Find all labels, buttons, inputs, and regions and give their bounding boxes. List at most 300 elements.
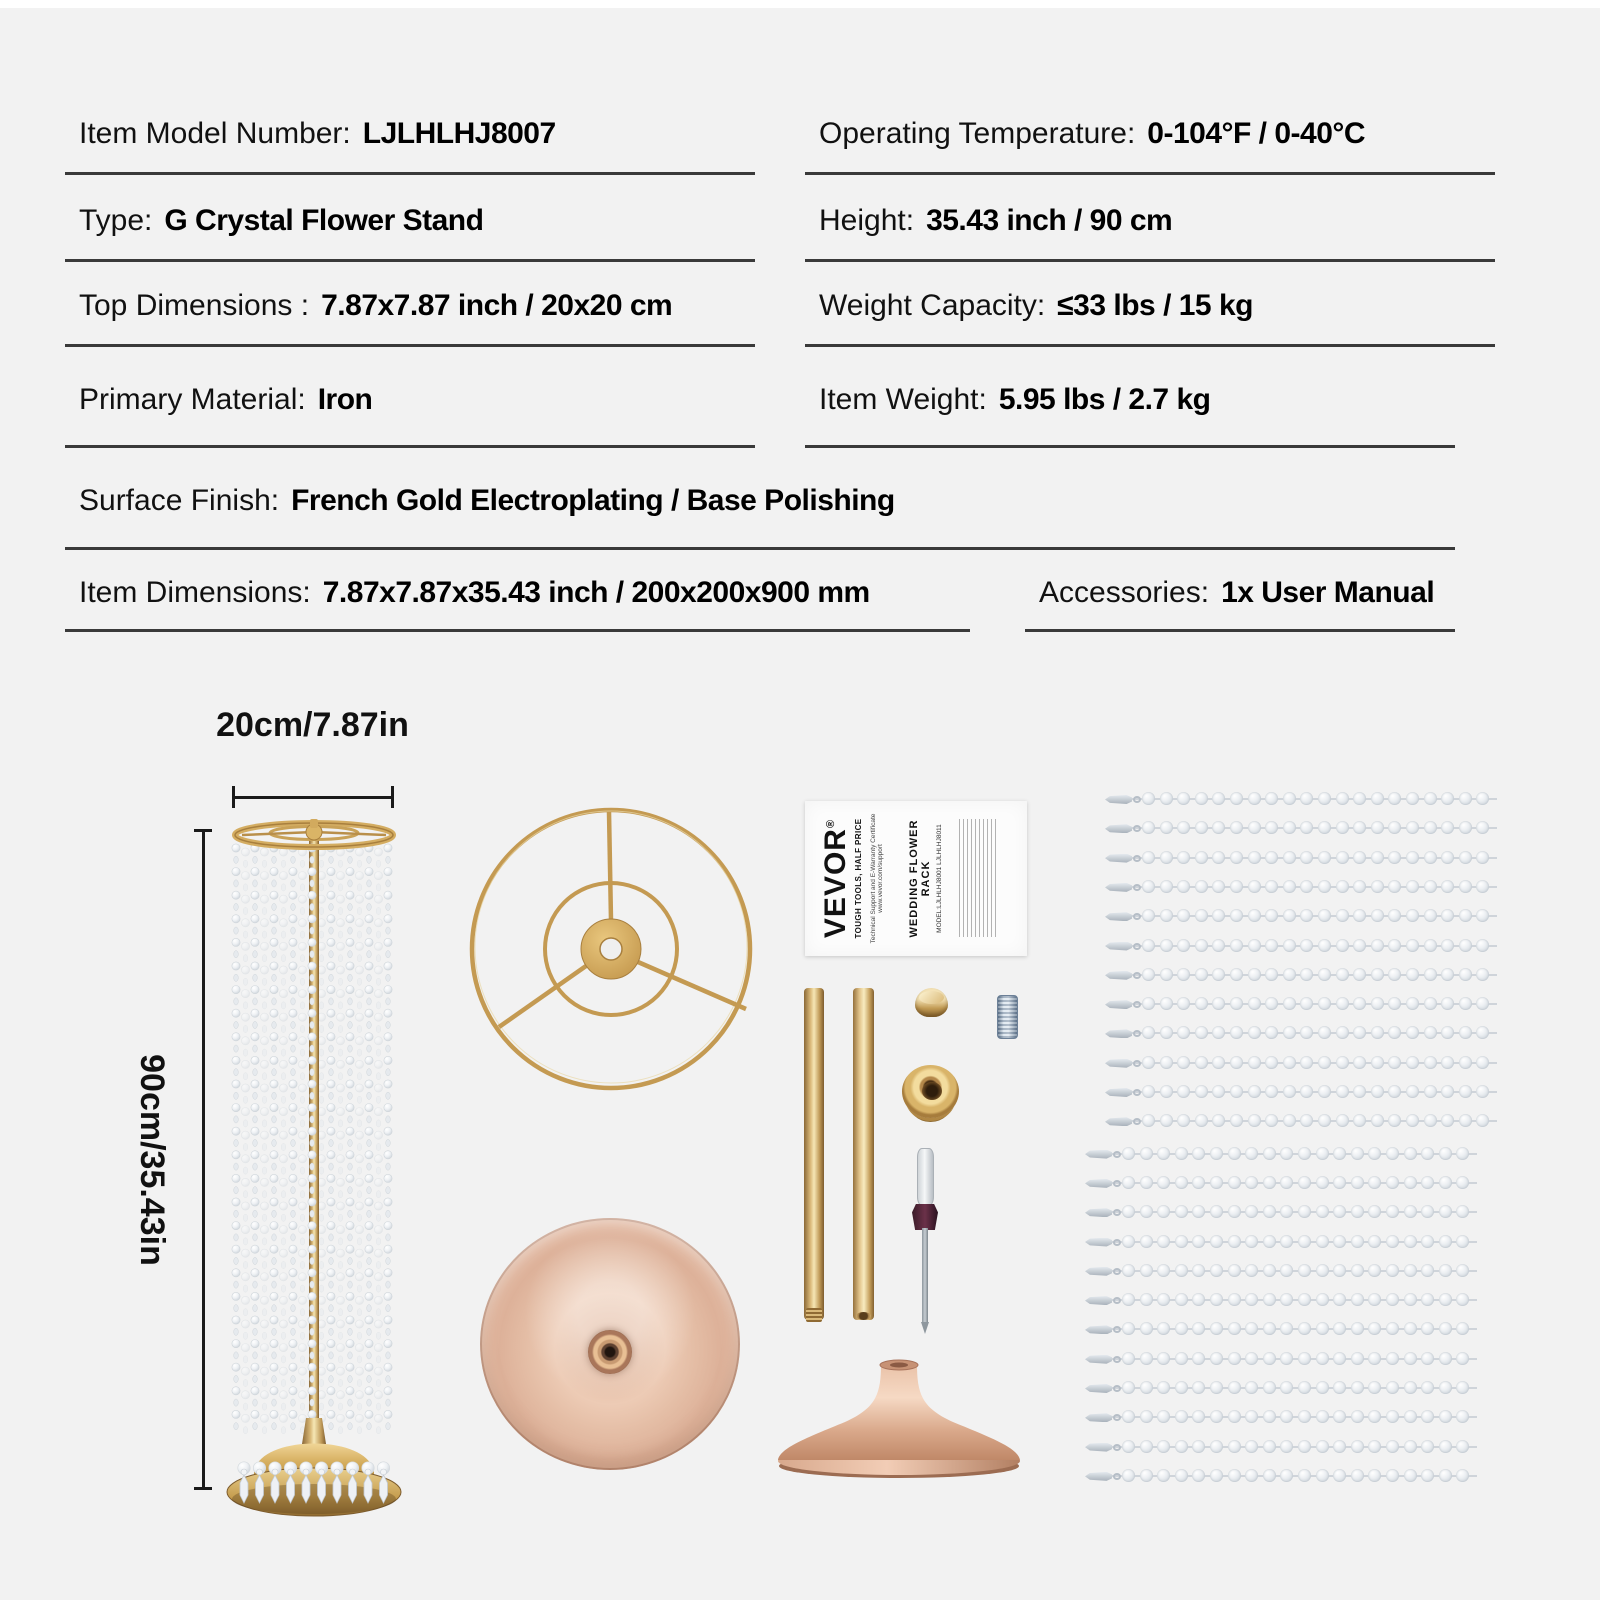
crystal-bead <box>1300 939 1313 952</box>
strand-pendant <box>1085 1443 1112 1452</box>
spec-row-accessories <box>1025 557 1455 632</box>
crystal-bead-strand <box>1085 1351 1489 1367</box>
crystal-bead <box>1371 821 1384 834</box>
crystal-bead <box>1404 1235 1417 1248</box>
width-dimension-tick-left <box>232 786 235 808</box>
crystal-bead <box>1386 1381 1399 1394</box>
spec-label: Height: <box>819 203 915 237</box>
crystal-bead <box>1351 1235 1364 1248</box>
crystal-bead <box>1283 792 1296 805</box>
crystal-bead <box>1195 939 1208 952</box>
crystal-bead <box>1195 792 1208 805</box>
crystal-bead <box>1439 1352 1452 1365</box>
crystal-bead <box>1175 1205 1188 1218</box>
crystal-bead <box>1298 1322 1311 1335</box>
crystal-bead <box>1368 1410 1381 1423</box>
crystal-bead <box>1421 1147 1434 1160</box>
crystal-bead <box>1265 821 1278 834</box>
crystal-bead <box>1353 997 1366 1010</box>
crystal-bead <box>1353 909 1366 922</box>
strand-link <box>1133 1060 1141 1067</box>
crystal-bead <box>1300 968 1313 981</box>
crystal-bead <box>1228 1205 1241 1218</box>
crystal-bead <box>1386 1322 1399 1335</box>
crystal-bead <box>1336 939 1349 952</box>
strand-link <box>1133 943 1141 950</box>
strand-pendant <box>1105 883 1132 892</box>
crystal-bead <box>1333 1205 1346 1218</box>
crystal-bead <box>1265 1085 1278 1098</box>
strand-beads <box>1122 1205 1469 1218</box>
crystal-bead <box>1336 1114 1349 1127</box>
crystal-bead <box>1298 1293 1311 1306</box>
crystal-bead <box>1441 851 1454 864</box>
crystal-bead <box>1353 968 1366 981</box>
width-dimension-label: 20cm/7.87in <box>216 706 409 744</box>
strand-link <box>1113 1444 1121 1451</box>
crystal-bead-strand <box>1105 879 1509 895</box>
crystal-bead <box>1195 1114 1208 1127</box>
crystal-bead <box>1353 821 1366 834</box>
strand-pendant <box>1085 1355 1112 1364</box>
crystal-bead <box>1459 851 1472 864</box>
crystal-bead <box>1212 1114 1225 1127</box>
crystal-bead <box>1386 1235 1399 1248</box>
crystal-bead <box>1459 1114 1472 1127</box>
crystal-bead <box>1316 1205 1329 1218</box>
spec-label: Accessories: <box>1039 576 1210 609</box>
crystal-bead <box>1160 1085 1173 1098</box>
spec-value: 7.87x7.87x35.43 inch / 200x200x900 mm <box>322 576 870 609</box>
crystal-bead <box>1122 1205 1135 1218</box>
crystal-bead <box>1140 1410 1153 1423</box>
crystal-bead <box>1441 880 1454 893</box>
crystal-bead <box>1245 1147 1258 1160</box>
crystal-bead <box>1424 821 1437 834</box>
crystal-bead <box>1353 792 1366 805</box>
strand-link <box>1113 1151 1121 1158</box>
crystal-bead <box>1212 1026 1225 1039</box>
crystal-bead <box>1175 1469 1188 1482</box>
crystal-bead <box>1424 851 1437 864</box>
crystal-bead <box>1230 1026 1243 1039</box>
crystal-bead <box>1210 1352 1223 1365</box>
screwdriver-collar <box>912 1204 938 1230</box>
crystal-bead <box>1230 1056 1243 1069</box>
crystal-bead <box>1210 1469 1223 1482</box>
crystal-bead <box>1421 1352 1434 1365</box>
crystal-bead <box>1421 1469 1434 1482</box>
base-disc-top-view <box>480 1218 740 1470</box>
crystal-bead <box>1228 1264 1241 1277</box>
strand-link <box>1133 972 1141 979</box>
crystal-bead <box>1142 939 1155 952</box>
spec-row-height <box>805 182 1495 262</box>
crystal-bead <box>1439 1235 1452 1248</box>
crystal-bead <box>1353 1085 1366 1098</box>
crystal-bead <box>1368 1147 1381 1160</box>
crystal-bead <box>1160 909 1173 922</box>
trumpet-body <box>778 1364 1020 1460</box>
crystal-bead <box>1459 821 1472 834</box>
strand-pendant <box>1105 795 1132 804</box>
spec-label: Item Weight: <box>819 382 987 416</box>
crystal-bead <box>1195 821 1208 834</box>
crystal-bead <box>1351 1205 1364 1218</box>
crystal-bead <box>1318 997 1331 1010</box>
crystal-bead <box>1122 1147 1135 1160</box>
crystal-bead <box>1230 851 1243 864</box>
strand-pendant <box>1085 1413 1112 1422</box>
crystal-bead <box>1456 1410 1469 1423</box>
stand-top-knob <box>310 819 318 828</box>
crystal-bead <box>1265 909 1278 922</box>
crystal-bead <box>1300 792 1313 805</box>
crystal-bead-strand <box>1085 1321 1489 1337</box>
crystal-bead <box>1160 968 1173 981</box>
crystal-bead <box>1371 968 1384 981</box>
crystal-bead <box>1300 1114 1313 1127</box>
crystal-bead-strand <box>1105 1055 1509 1071</box>
crystal-bead <box>1140 1147 1153 1160</box>
crystal-bead <box>1228 1176 1241 1189</box>
strand-link <box>1133 913 1141 920</box>
crystal-bead <box>1318 939 1331 952</box>
crystal-bead <box>1441 939 1454 952</box>
crystal-bead <box>1421 1176 1434 1189</box>
crystal-bead <box>1368 1352 1381 1365</box>
crystal-bead <box>1316 1147 1329 1160</box>
crystal-bead <box>1175 1147 1188 1160</box>
strand-pendant <box>1105 1088 1132 1097</box>
crystal-bead <box>1142 997 1155 1010</box>
top-ring-frame-part <box>455 795 775 1105</box>
trumpet-neck-hole <box>890 1363 908 1368</box>
crystal-bead <box>1122 1381 1135 1394</box>
crystal-bead <box>1353 939 1366 952</box>
crystal-bead <box>1333 1264 1346 1277</box>
strand-pendant <box>1085 1150 1112 1159</box>
crystal-bead <box>1263 1381 1276 1394</box>
crystal-bead <box>1336 968 1349 981</box>
crystal-bead <box>1212 997 1225 1010</box>
crystal-bead <box>1298 1381 1311 1394</box>
crystal-bead <box>1230 997 1243 1010</box>
crystal-bead <box>1333 1176 1346 1189</box>
spec-value: 5.95 lbs / 2.7 kg <box>998 382 1211 416</box>
crystal-bead <box>1406 1114 1419 1127</box>
width-dimension-tick-right <box>391 786 394 808</box>
screwdriver-shaft <box>922 1228 928 1324</box>
crystal-bead <box>1406 1085 1419 1098</box>
crystal-bead <box>1263 1410 1276 1423</box>
strand-pendant <box>1085 1238 1112 1247</box>
spec-label: Operating Temperature: <box>819 116 1136 150</box>
crystal-bead <box>1175 1176 1188 1189</box>
crystal-bead <box>1371 1026 1384 1039</box>
crystal-bead <box>1192 1147 1205 1160</box>
strand-pendant <box>1085 1208 1112 1217</box>
crystal-bead <box>1476 851 1489 864</box>
crystal-bead <box>1122 1410 1135 1423</box>
crystal-bead <box>1421 1205 1434 1218</box>
crystal-bead <box>1456 1205 1469 1218</box>
crystal-bead <box>1160 1026 1173 1039</box>
pole-1-threaded-tip <box>806 1308 822 1322</box>
crystal-bead <box>1177 792 1190 805</box>
crystal-bead <box>1160 792 1173 805</box>
spec-row-type <box>65 182 755 262</box>
crystal-bead <box>1353 1056 1366 1069</box>
crystal-bead <box>1228 1322 1241 1335</box>
crystal-bead <box>1351 1469 1364 1482</box>
crystal-bead <box>1248 821 1261 834</box>
crystal-bead-strand <box>1085 1204 1489 1220</box>
crystal-bead <box>1439 1205 1452 1218</box>
crystal-bead <box>1177 909 1190 922</box>
crystal-bead <box>1316 1176 1329 1189</box>
manual-rotated-content <box>805 801 1027 956</box>
strand-pendant <box>1085 1472 1112 1481</box>
strand-beads <box>1122 1469 1469 1482</box>
crystal-bead <box>1441 1085 1454 1098</box>
crystal-bead <box>1404 1147 1417 1160</box>
crystal-bead <box>1142 880 1155 893</box>
crystal-bead <box>1265 968 1278 981</box>
crystal-bead <box>1210 1322 1223 1335</box>
crystal-bead <box>1122 1293 1135 1306</box>
crystal-bead <box>1280 1352 1293 1365</box>
crystal-bead <box>1280 1176 1293 1189</box>
crystal-bead <box>1192 1176 1205 1189</box>
crystal-bead <box>1388 909 1401 922</box>
crystal-bead <box>1406 939 1419 952</box>
crystal-bead <box>1210 1235 1223 1248</box>
strand-pendant <box>1085 1296 1112 1305</box>
crystal-bead <box>1140 1235 1153 1248</box>
crystal-bead <box>1316 1440 1329 1453</box>
crystal-bead <box>1195 1085 1208 1098</box>
crystal-bead <box>1424 1056 1437 1069</box>
strand-beads <box>1122 1264 1469 1277</box>
crystal-bead <box>1192 1205 1205 1218</box>
crystal-bead <box>1459 1026 1472 1039</box>
crystal-bead <box>1298 1205 1311 1218</box>
crystal-bead <box>1316 1293 1329 1306</box>
crystal-bead <box>1406 851 1419 864</box>
crystal-bead <box>1157 1381 1170 1394</box>
crystal-bead <box>1406 1056 1419 1069</box>
spec-row-operating-temperature <box>805 95 1495 175</box>
strand-link <box>1133 1001 1141 1008</box>
crystal-bead <box>1336 821 1349 834</box>
crystal-bead-strand <box>1085 1380 1489 1396</box>
crystal-bead <box>1421 1322 1434 1335</box>
spec-value: 7.87x7.87 inch / 20x20 cm <box>321 289 673 322</box>
crystal-bead <box>1230 909 1243 922</box>
crystal-bead <box>1245 1205 1258 1218</box>
spec-value: LJLHLHJ8007 <box>362 116 556 150</box>
strand-link <box>1113 1297 1121 1304</box>
crystal-bead <box>1195 1056 1208 1069</box>
crystal-bead <box>1333 1440 1346 1453</box>
crystal-bead <box>1404 1293 1417 1306</box>
crystal-bead <box>1316 1381 1329 1394</box>
strand-link <box>1133 855 1141 862</box>
crystal-bead <box>1300 1085 1313 1098</box>
strand-link <box>1133 1089 1141 1096</box>
crystal-bead <box>1212 909 1225 922</box>
strand-beads <box>1122 1352 1469 1365</box>
crystal-bead <box>1263 1440 1276 1453</box>
crystal-bead <box>1353 880 1366 893</box>
strand-beads <box>1142 968 1489 981</box>
crystal-bead <box>1333 1235 1346 1248</box>
crystal-bead <box>1456 1293 1469 1306</box>
crystal-bead <box>1318 909 1331 922</box>
spec-label: Surface Finish: <box>79 484 280 517</box>
crystal-bead <box>1265 880 1278 893</box>
crystal-bead-strand <box>1085 1292 1489 1308</box>
pole-2-tube-end <box>856 1312 871 1320</box>
crystal-bead <box>1157 1205 1170 1218</box>
threaded-coupler <box>997 995 1018 1039</box>
crystal-bead <box>1371 997 1384 1010</box>
crystal-bead <box>1406 997 1419 1010</box>
crystal-bead <box>1424 997 1437 1010</box>
screwdriver-tip <box>921 1322 929 1334</box>
crystal-bead <box>1441 821 1454 834</box>
crystal-bead <box>1441 792 1454 805</box>
crystal-bead <box>1388 792 1401 805</box>
crystal-bead <box>1368 1176 1381 1189</box>
crystal-bead <box>1263 1235 1276 1248</box>
crystal-bead <box>1424 939 1437 952</box>
crystal-bead-strand <box>1105 791 1509 807</box>
crystal-bead <box>1459 880 1472 893</box>
crystal-bead <box>1122 1469 1135 1482</box>
strand-beads <box>1122 1381 1469 1394</box>
crystal-bead <box>1336 1085 1349 1098</box>
crystal-bead <box>1283 821 1296 834</box>
crystal-bead <box>1388 1026 1401 1039</box>
crystal-bead <box>1388 1085 1401 1098</box>
crystal-bead <box>1298 1410 1311 1423</box>
crystal-bead <box>1142 909 1155 922</box>
crystal-bead <box>1212 939 1225 952</box>
crystal-bead <box>1351 1176 1364 1189</box>
ring-spoke-left <box>499 966 586 1027</box>
crystal-bead <box>1212 1085 1225 1098</box>
crystal-bead <box>1406 880 1419 893</box>
strand-beads <box>1142 1114 1489 1127</box>
crystal-bead <box>1424 968 1437 981</box>
crystal-bead <box>1421 1235 1434 1248</box>
strand-beads <box>1142 1085 1489 1098</box>
spec-label: Type: <box>79 203 153 237</box>
crystal-bead <box>1265 1026 1278 1039</box>
crystal-bead <box>1404 1381 1417 1394</box>
crystal-bead <box>1371 1114 1384 1127</box>
crystal-bead <box>1192 1352 1205 1365</box>
crystal-bead <box>1245 1381 1258 1394</box>
crystal-bead <box>1263 1147 1276 1160</box>
crystal-bead <box>1228 1352 1241 1365</box>
crystal-bead <box>1177 880 1190 893</box>
crystal-bead <box>1245 1322 1258 1335</box>
crystal-bead <box>1122 1235 1135 1248</box>
crystal-bead <box>1263 1293 1276 1306</box>
crystal-bead <box>1175 1440 1188 1453</box>
crystal-bead-strand <box>1105 1113 1509 1129</box>
crystal-bead <box>1439 1381 1452 1394</box>
crystal-bead <box>1406 821 1419 834</box>
strand-beads <box>1122 1322 1469 1335</box>
crystal-bead <box>1424 909 1437 922</box>
strand-beads <box>1142 997 1489 1010</box>
crystal-bead <box>1245 1469 1258 1482</box>
crystal-bead <box>1318 1085 1331 1098</box>
crystal-bead <box>1157 1352 1170 1365</box>
crystal-bead <box>1192 1381 1205 1394</box>
crystal-bead <box>1456 1235 1469 1248</box>
crystal-bead <box>1142 821 1155 834</box>
crystal-bead <box>1459 792 1472 805</box>
crystal-bead <box>1210 1264 1223 1277</box>
spec-row-item-weight <box>805 354 1455 448</box>
crystal-bead <box>1160 1114 1173 1127</box>
crystal-bead <box>1142 1056 1155 1069</box>
crystal-bead <box>1456 1176 1469 1189</box>
width-dimension-line <box>233 796 393 799</box>
gold-pole-2 <box>853 988 874 1320</box>
crystal-bead <box>1283 1056 1296 1069</box>
crystal-bead <box>1265 851 1278 864</box>
crystal-bead <box>1456 1381 1469 1394</box>
crystal-bead <box>1245 1264 1258 1277</box>
strand-link <box>1133 884 1141 891</box>
spec-value: 1x User Manual <box>1221 576 1435 609</box>
crystal-bead <box>1439 1322 1452 1335</box>
crystal-bead <box>1280 1322 1293 1335</box>
strand-pendant <box>1085 1179 1112 1188</box>
crystal-bead <box>1210 1147 1223 1160</box>
crystal-bead <box>1283 1114 1296 1127</box>
crystal-bead <box>1195 968 1208 981</box>
crystal-bead <box>1157 1469 1170 1482</box>
crystal-bead <box>1228 1410 1241 1423</box>
crystal-bead <box>1316 1410 1329 1423</box>
crystal-bead <box>1248 792 1261 805</box>
crystal-bead <box>1177 939 1190 952</box>
strand-link <box>1113 1385 1121 1392</box>
crystal-bead <box>1230 1085 1243 1098</box>
crystal-bead <box>1140 1381 1153 1394</box>
crystal-bead <box>1336 1026 1349 1039</box>
crystal-bead <box>1333 1469 1346 1482</box>
strand-beads <box>1142 880 1489 893</box>
crystal-bead <box>1336 792 1349 805</box>
crystal-bead <box>1228 1293 1241 1306</box>
spec-label: Top Dimensions : <box>79 289 310 322</box>
crystal-bead <box>1248 968 1261 981</box>
crystal-bead <box>1353 851 1366 864</box>
crystal-bead <box>1160 1056 1173 1069</box>
crystal-bead <box>1404 1176 1417 1189</box>
crystal-bead <box>1192 1440 1205 1453</box>
crystal-bead <box>1248 1114 1261 1127</box>
crystal-bead-strand <box>1085 1409 1489 1425</box>
